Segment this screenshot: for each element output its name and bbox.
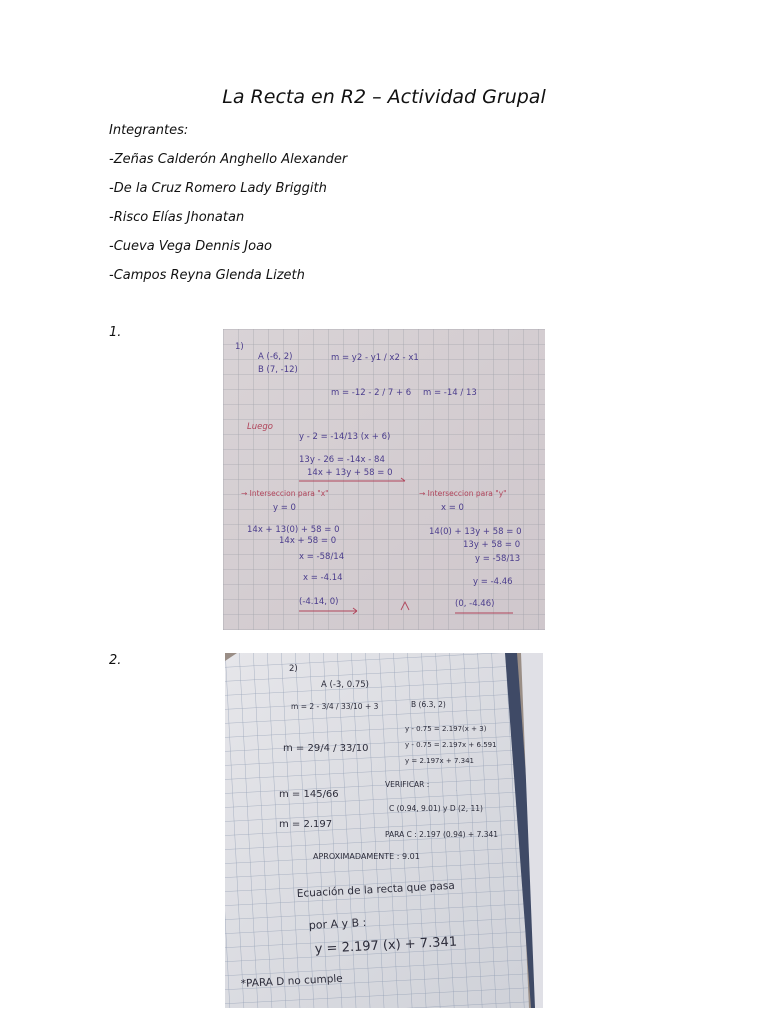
handwritten-line: y - 0.75 = 2.197x + 6.591 — [405, 741, 497, 749]
exercise-number: 1. — [109, 325, 122, 340]
handwritten-line: B (6.3, 2) — [411, 700, 446, 709]
handwritten-line: x = -58/14 — [299, 552, 345, 562]
handwritten-line: por A y B : — [308, 916, 367, 932]
handwritten-line: m = -12 - 2 / 7 + 6 — [331, 388, 412, 398]
members-label: Integrantes: — [109, 123, 189, 138]
handwritten-line: 14x + 13(0) + 58 = 0 — [247, 525, 340, 535]
handwritten-line: A (-3, 0.75) — [321, 680, 369, 690]
handwritten-line: m = 29/4 / 33/10 — [283, 743, 369, 754]
handwritten-line: y = -4.46 — [473, 577, 513, 587]
handwritten-line: (-4.14, 0) — [299, 597, 339, 607]
handwritten-line: m = 2 - 3/4 / 33/10 + 3 — [291, 702, 379, 711]
handwritten-line: Ecuación de la recta que pasa — [296, 879, 456, 900]
handwritten-line: m = 2.197 — [279, 819, 333, 830]
handwritten-line: 14x + 58 = 0 — [279, 536, 337, 546]
handwritten-line: y = 2.197 (x) + 7.341 — [314, 934, 458, 957]
handwritten-line: A (-6, 2) — [258, 352, 293, 362]
handwritten-line: y - 0.75 = 2.197(x + 3) — [405, 725, 487, 733]
handwritten-line: (0, -4.46) — [455, 599, 495, 609]
exercise-1-photo — [223, 329, 545, 630]
handwritten-line: → Interseccion para "x" — [241, 489, 329, 498]
member-name: -Cueva Vega Dennis Joao — [109, 239, 272, 254]
handwritten-line: 14(0) + 13y + 58 = 0 — [429, 527, 522, 537]
member-name: -De la Cruz Romero Lady Briggith — [109, 181, 327, 196]
handwritten-line: VERIFICAR : — [385, 780, 430, 789]
handwritten-line: y = -58/13 — [475, 554, 521, 564]
handwritten-line: m = 145/66 — [279, 789, 339, 800]
member-name: -Risco Elías Jhonatan — [109, 210, 245, 225]
exercise-number: 2. — [109, 653, 122, 668]
handwritten-line: 13y + 58 = 0 — [463, 540, 521, 550]
handwritten-line: Luego — [247, 422, 273, 432]
handwritten-line: m = y2 - y1 / x2 - x1 — [331, 353, 419, 363]
handwritten-line: x = 0 — [441, 503, 464, 513]
handwritten-line: 14x + 13y + 58 = 0 — [307, 468, 393, 478]
handwritten-line: APROXIMADAMENTE : 9.01 — [313, 852, 420, 861]
handwritten-line: y = 0 — [273, 503, 296, 513]
handwritten-line: 13y - 26 = -14x - 84 — [299, 455, 385, 465]
handwritten-line: y = 2.197x + 7.341 — [405, 757, 474, 765]
handwritten-line: C (0.94, 9.01) y D (2, 11) — [389, 804, 483, 813]
member-name: -Zeñas Calderón Anghello Alexander — [109, 152, 348, 167]
handwritten-line: PARA C : 2.197 (0.94) + 7.341 — [385, 830, 499, 839]
handwritten-line: 1) — [235, 342, 244, 352]
member-name: -Campos Reyna Glenda Lizeth — [109, 268, 305, 283]
handwritten-line: *PARA D no cumple — [240, 972, 344, 990]
handwritten-line: → Interseccion para "y" — [419, 489, 507, 498]
handwritten-line: 2) — [289, 664, 298, 674]
handwritten-line: m = -14 / 13 — [423, 388, 477, 398]
exercise-2-photo — [225, 653, 543, 1008]
document-title: La Recta en R2 – Actividad Grupal — [222, 86, 546, 108]
handwritten-line: x = -4.14 — [303, 573, 343, 583]
handwritten-line: B (7, -12) — [258, 365, 298, 375]
handwritten-line: y - 2 = -14/13 (x + 6) — [299, 432, 391, 442]
